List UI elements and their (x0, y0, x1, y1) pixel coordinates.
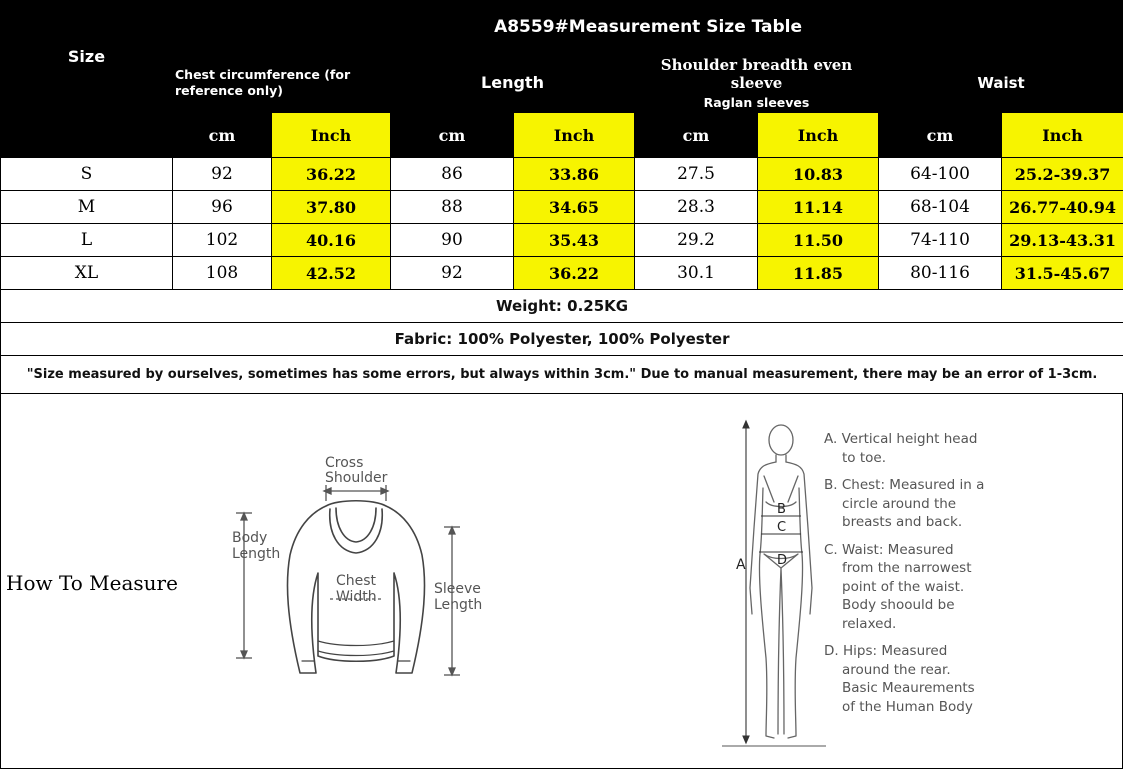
chest-cm-cell: 102 (173, 224, 272, 257)
measurement-legend (824, 430, 994, 725)
legend-line: circle around the (842, 495, 957, 512)
sleeve-length-label-1: Sleeve (434, 581, 481, 597)
unit-cm: cm (879, 113, 1002, 158)
shoulder-inch-cell: 10.83 (758, 158, 879, 191)
waist-cm-cell: 80-116 (879, 257, 1002, 290)
table-title: A8559#Measurement Size Table (173, 1, 1123, 53)
human-figure-icon (750, 425, 812, 738)
shoulder-inch-cell: 11.50 (758, 224, 879, 257)
waist-cm-cell: 68-104 (879, 191, 1002, 224)
legend-line: A. Vertical height head (824, 431, 978, 447)
waist-inch-cell: 29.13-43.31 (1002, 224, 1123, 257)
shoulder-header (635, 53, 879, 113)
legend-line: relaxed. (842, 615, 897, 632)
waist-inch-cell: 26.77-40.94 (1002, 191, 1123, 224)
table-row (1, 158, 1123, 191)
cross-shoulder-label-1: Cross (325, 455, 364, 471)
table-row (1, 224, 1123, 257)
legend-item-c (824, 541, 994, 634)
table-row (1, 191, 1123, 224)
unit-cm: cm (635, 113, 758, 158)
shoulder-cm-cell: 28.3 (635, 191, 758, 224)
legend-line: D. Hips: Measured (824, 643, 948, 659)
length-inch-cell: 35.43 (514, 224, 635, 257)
body-length-label-2: Length (232, 546, 281, 562)
chest-cm-cell: 96 (173, 191, 272, 224)
waist-cm-cell: 74-110 (879, 224, 1002, 257)
marker-c: C (777, 520, 787, 535)
fabric-row: Fabric: 100% Polyester, 100% Polyester (1, 323, 1123, 356)
table-row (1, 257, 1123, 290)
legend-item-b (824, 476, 994, 532)
size-cell: M (1, 191, 173, 224)
shoulder-inch-cell: 11.85 (758, 257, 879, 290)
cross-shoulder-label-2: Shoulder (325, 470, 388, 486)
length-inch-cell: 33.86 (514, 158, 635, 191)
legend-item-a (824, 430, 994, 467)
size-cell: S (1, 158, 173, 191)
unit-cm: cm (391, 113, 514, 158)
legend-line: C. Waist: Measured (824, 541, 954, 558)
sleeve-length-label-2: Length (434, 597, 483, 613)
legend-line: Basic Meaurements (842, 680, 975, 696)
chest-width-label-2: Width (336, 589, 377, 605)
chest-header: Chest circumference (for reference only) (173, 53, 391, 113)
size-cell: L (1, 224, 173, 257)
measurement-note: "Size measured by ourselves, sometimes has some errors, but always within 3cm." Due to manual measurement, there may be an error of 1-3cm. (1, 356, 1123, 394)
length-cm-cell: 92 (391, 257, 514, 290)
how-to-measure-heading: How To Measure (6, 571, 178, 595)
unit-cm: cm (173, 113, 272, 158)
legend-line: breasts and back. (842, 514, 963, 530)
size-header: Size (1, 1, 173, 113)
waist-cm-cell: 64-100 (879, 158, 1002, 191)
legend-line: from the narrowest (842, 560, 972, 576)
legend-item-d (824, 642, 994, 716)
unit-inch: Inch (272, 113, 391, 158)
shoulder-cm-cell: 29.2 (635, 224, 758, 257)
chest-cm-cell: 92 (173, 158, 272, 191)
size-header-spacer (1, 113, 173, 158)
waist-inch-cell: 25.2-39.37 (1002, 158, 1123, 191)
chest-inch-cell: 42.52 (272, 257, 391, 290)
waist-header: Waist (879, 53, 1123, 113)
body-measure-lines (743, 421, 803, 743)
legend-line: point of the waist. (842, 578, 965, 595)
legend-line: to toe. (842, 449, 886, 466)
legend-line: B. Chest: Measured in a (824, 477, 985, 493)
shoulder-header-label: Shoulder breadth even sleeve (660, 55, 853, 92)
shoulder-cm-cell: 27.5 (635, 158, 758, 191)
size-cell: XL (1, 257, 173, 290)
chest-width-label-1: Chest (336, 573, 377, 589)
chest-cm-cell: 108 (173, 257, 272, 290)
unit-inch: Inch (758, 113, 879, 158)
length-cm-cell: 90 (391, 224, 514, 257)
body-length-label-1: Body (232, 530, 268, 546)
legend-line: Body shoould be (842, 597, 955, 613)
unit-inch: Inch (1002, 113, 1123, 158)
chest-inch-cell: 37.80 (272, 191, 391, 224)
length-inch-cell: 34.65 (514, 191, 635, 224)
chest-inch-cell: 40.16 (272, 224, 391, 257)
legend-line: of the Human Body (842, 698, 973, 715)
shoulder-inch-cell: 11.14 (758, 191, 879, 224)
body-diagram (716, 418, 826, 748)
how-to-measure-section (0, 393, 1123, 769)
garment-diagram (226, 451, 486, 691)
marker-a: A (736, 557, 746, 573)
waist-inch-cell: 31.5-45.67 (1002, 257, 1123, 290)
unit-inch: Inch (514, 113, 635, 158)
marker-b: B (777, 502, 786, 517)
length-cm-cell: 88 (391, 191, 514, 224)
legend-line: around the rear. (842, 661, 951, 678)
chest-inch-cell: 36.22 (272, 158, 391, 191)
length-header: Length (391, 53, 635, 113)
shoulder-header-sublabel: Raglan sleeves (703, 94, 810, 110)
length-inch-cell: 36.22 (514, 257, 635, 290)
weight-row: Weight: 0.25KG (1, 290, 1123, 323)
marker-d: D (777, 553, 788, 568)
shoulder-cm-cell: 30.1 (635, 257, 758, 290)
length-cm-cell: 86 (391, 158, 514, 191)
